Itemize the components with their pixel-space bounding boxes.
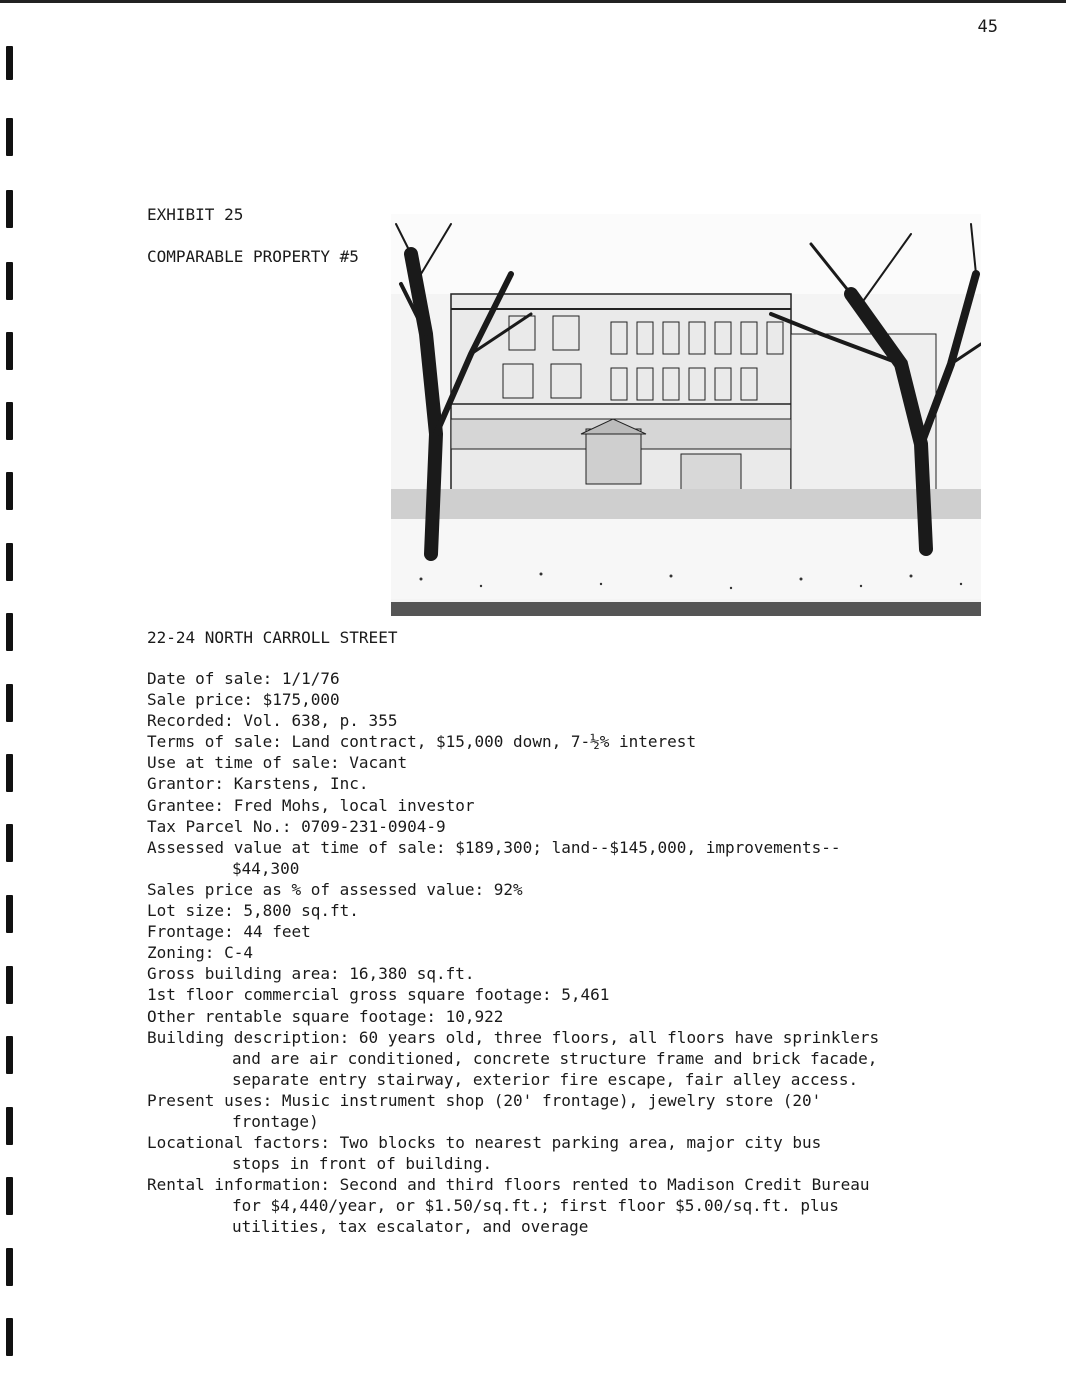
property-photo — [391, 214, 981, 616]
detail-line: Recorded: Vol. 638, p. 355 — [147, 711, 398, 731]
detail-line: Tax Parcel No.: 0709-231-0904-9 — [147, 816, 446, 836]
binder-hole — [6, 472, 13, 510]
binder-hole — [6, 46, 13, 80]
binder-hole — [6, 684, 13, 722]
binder-hole — [6, 1036, 13, 1074]
detail-line: Rental information: Second and third floors rented to Madison Credit Bureau — [147, 1175, 870, 1195]
detail-line: Use at time of sale: Vacant — [147, 753, 408, 773]
detail-line: 1st floor commercial gross square footage: 5,461 — [147, 985, 610, 1005]
detail-line: Terms of sale: Land contract, $15,000 down, 7-½% interest — [147, 732, 697, 752]
binder-hole — [6, 262, 13, 300]
detail-line: Date of sale: 1/1/76 — [147, 669, 340, 688]
detail-continuation: frontage) — [232, 1111, 319, 1131]
binder-hole — [6, 1318, 13, 1356]
binder-hole — [6, 402, 13, 440]
detail-line: Frontage: 44 feet — [147, 922, 311, 942]
detail-line: Grantor: Karstens, Inc. — [147, 774, 369, 794]
detail-line: Zoning: C-4 — [147, 943, 253, 963]
binder-hole — [6, 118, 13, 156]
binder-hole — [6, 824, 13, 862]
binder-hole — [6, 190, 13, 228]
binder-hole — [6, 543, 13, 581]
detail-line: Lot size: 5,800 sq.ft. — [147, 901, 359, 921]
binder-hole — [6, 1248, 13, 1286]
binder-hole — [6, 1107, 13, 1145]
sale-details — [147, 668, 1027, 1238]
page-number: 45 — [977, 17, 998, 37]
detail-line: Gross building area: 16,380 sq.ft. — [147, 964, 475, 984]
detail-line: Grantee: Fred Mohs, local investor — [147, 795, 475, 815]
binder-hole — [6, 332, 13, 370]
comparable-property-label: COMPARABLE PROPERTY #5 — [147, 247, 359, 266]
binder-hole — [6, 613, 13, 651]
binder-hole — [6, 1177, 13, 1215]
detail-line: Present uses: Music instrument shop (20' frontage), jewelry store (20' — [147, 1090, 822, 1110]
property-address: 22-24 NORTH CARROLL STREET — [147, 628, 398, 647]
detail-continuation: separate entry stairway, exterior fire escape, fair alley access. — [232, 1069, 859, 1089]
detail-line: Sales price as % of assessed value: 92% — [147, 879, 523, 899]
top-border — [0, 0, 1066, 3]
detail-line: Building description: 60 years old, three floors, all floors have sprinklers — [147, 1027, 880, 1047]
exhibit-label: EXHIBIT 25 — [147, 205, 244, 224]
binder-hole — [6, 966, 13, 1004]
binder-hole — [6, 895, 13, 933]
detail-continuation: stops in front of building. — [232, 1154, 493, 1174]
detail-line: Sale price: $175,000 — [147, 690, 340, 710]
detail-continuation: for $4,440/year, or $1.50/sq.ft.; first floor $5.00/sq.ft. plus — [232, 1196, 839, 1216]
detail-line: Assessed value at time of sale: $189,300; land--$145,000, improvements-- — [147, 837, 841, 857]
detail-continuation: and are air conditioned, concrete structure frame and brick facade, — [232, 1048, 878, 1068]
detail-continuation: utilities, tax escalator, and overage — [232, 1217, 589, 1237]
detail-line: Other rentable square footage: 10,922 — [147, 1006, 504, 1026]
detail-line: Locational factors: Two blocks to nearest parking area, major city bus — [147, 1133, 822, 1153]
binder-hole — [6, 754, 13, 792]
detail-continuation: $44,300 — [232, 858, 300, 878]
